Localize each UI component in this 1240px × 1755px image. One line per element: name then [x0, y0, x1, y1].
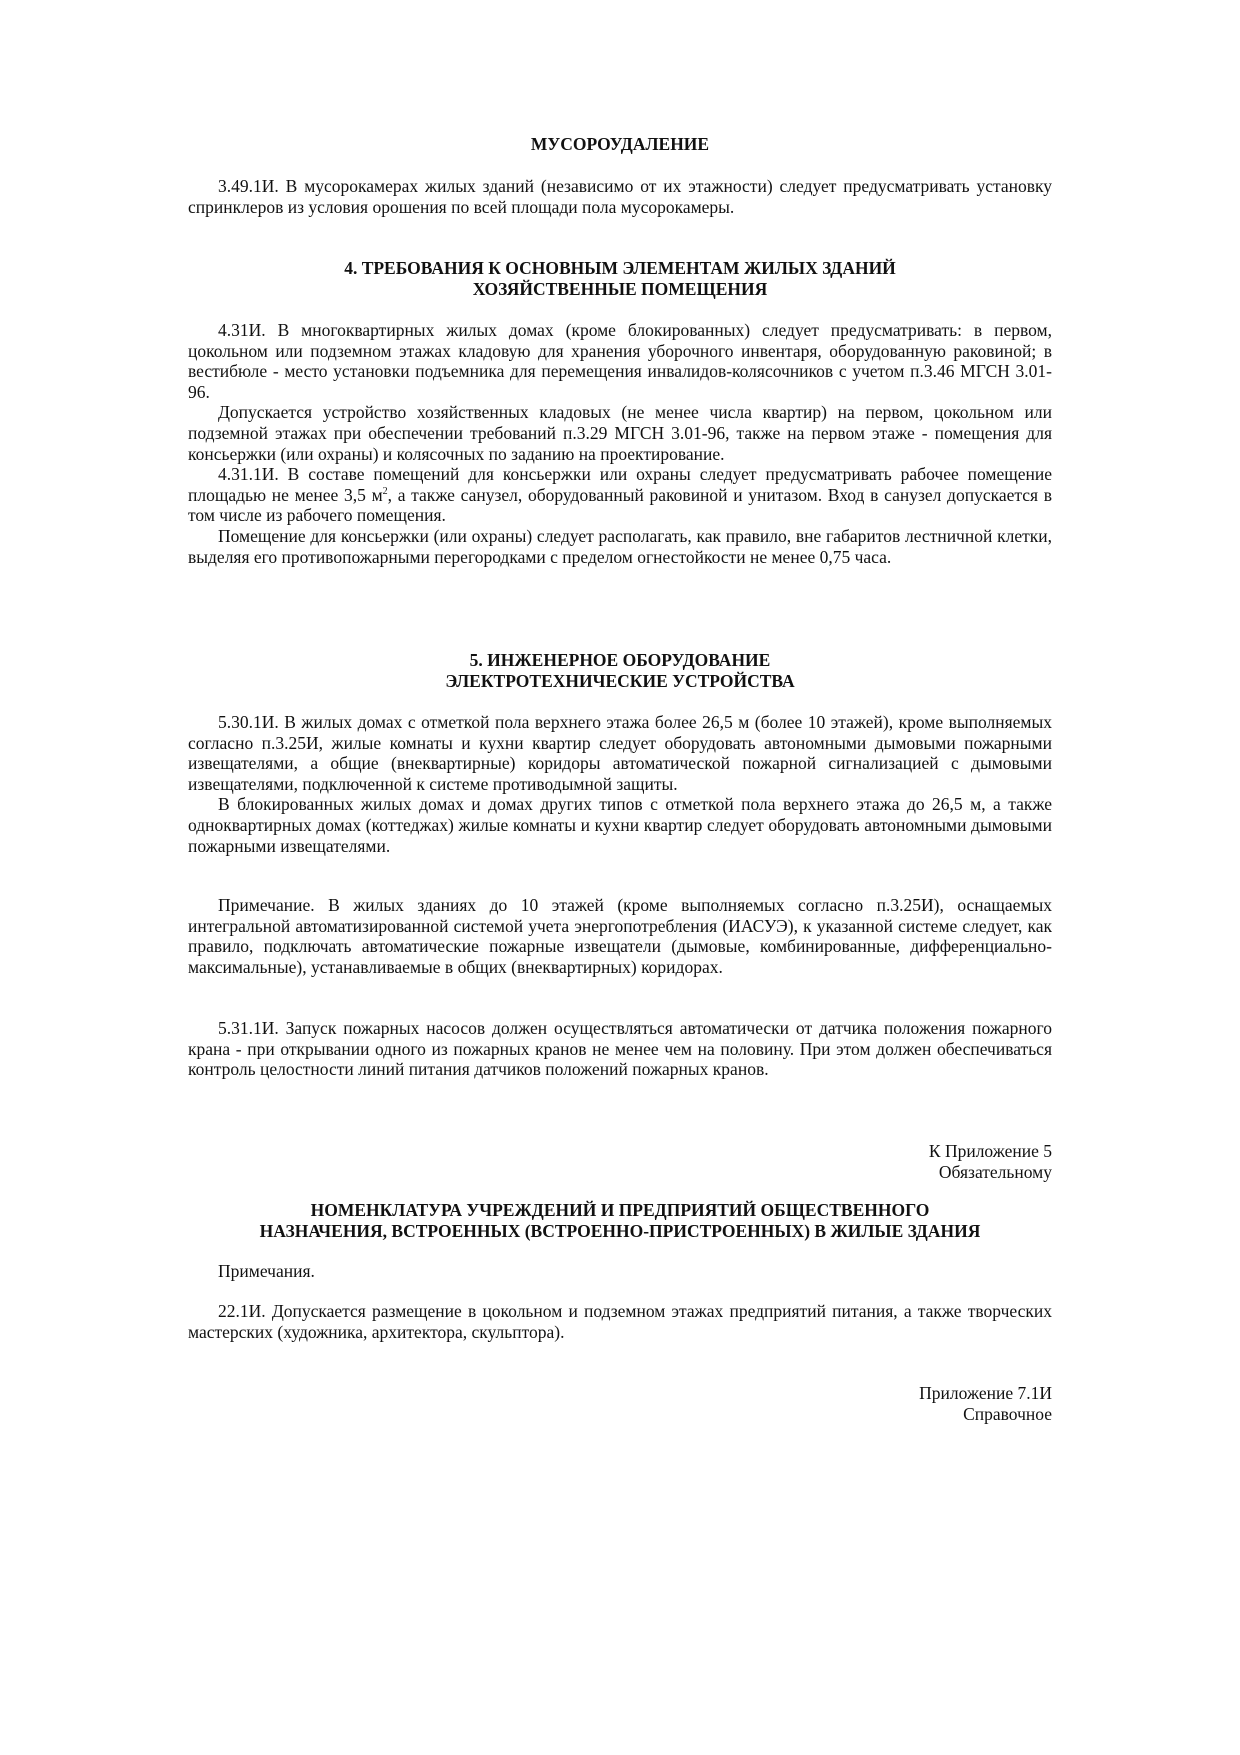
section-4-body: [188, 320, 1052, 567]
reference-line: Обязательному: [938, 1161, 1052, 1182]
text: , а также санузел, оборудованный раковиной и унитазом. Вход в санузел допускается в том числе из рабочего помещения.: [188, 484, 1052, 526]
paragraph-5-31-1: 5.31.1И. Запуск пожарных насосов должен осуществляться автоматически от датчика положения пожарного крана - при открывании одного из пожарных кранов не менее чем на половину. При этом должен обеспечиваться контроль целостности линий питания датчиков положений пожарных кранов.: [188, 1018, 1052, 1080]
notes-label: Примечания.: [218, 1261, 315, 1281]
paragraph-blocked-houses: В блокированных жилых домах и домах других типов с отметкой пола верхнего этажа до 26,5 м, а также одноквартирных домах (коттеджах) жилые комнаты и кухни квартир следует оборудовать автономными дымовыми пожарными извещателями.: [188, 794, 1052, 856]
section-title-waste: МУСОРОУДАЛЕНИЕ: [530, 134, 710, 154]
paragraph-storage: Допускается устройство хозяйственных кладовых (не менее числа квартир) на первом, цокольном или подземной этажах при обеспечении требований п.3.29 МГСН 3.01-96, также на первом этаже - помещения для консьержки (или охраны) и колясочных по заданию на проектирование.: [188, 402, 1052, 464]
text: 4.31.1И. В составе помещений для консьержки или охраны следует предусматривать рабочее помещение площадью не менее 3,5 м: [188, 464, 1052, 505]
paragraph-concierge: Помещение для консьержки (или охраны) следует располагать, как правило, вне габаритов лестничной клетки, выделяя его противопожарными перегородками с пределом огнестойкости не менее 0,75 часа.: [188, 525, 1052, 567]
paragraph-4-31: 4.31И. В многоквартирных жилых домах (кроме блокированных) следует предусматривать: в первом, цокольном или подземном этажах кладовую для хранения уборочного инвентаря, оборудованную раковиной; в вестибюле - место установки подъемника для перемещения инвалидов-колясочников с учетом п.3.46 МГСН 3.01-96.: [188, 320, 1052, 402]
section-5-body: [188, 712, 1052, 856]
reference-line: Справочное: [963, 1403, 1052, 1424]
paragraph-4-31-1: [188, 464, 1052, 526]
paragraph-3-49-1: 3.49.1И. В мусорокамерах жилых зданий (независимо от их этажности) следует предусматривать установку спринклеров из условия орошения по всей площади пола мусорокамеры.: [188, 176, 1052, 217]
appendix-7-1-reference: [188, 1383, 1052, 1424]
heading-line: ХОЗЯЙСТВЕННЫЕ ПОМЕЩЕНИЯ: [472, 278, 768, 299]
note-paragraph: Примечание. В жилых зданиях до 10 этажей (кроме выполняемых согласно п.3.25И), оснащаемых интегральной автоматизированной системой учета энергопотребления (ИАСУЭ), к указанной системе следует, как правило, подключать автоматические пожарные извещатели (дымовые, комбинированные, дифференциально-максимальные), устанавливаемые в общих (внеквартирных) коридорах.: [188, 895, 1052, 977]
section-heading-4: [188, 258, 1052, 299]
paragraph-22-1: 22.1И. Допускается размещение в цокольном и подземном этажах предприятий питания, а также творческих мастерских (художника, архитектора, скульптора).: [188, 1301, 1052, 1342]
heading-line: 4. ТРЕБОВАНИЯ К ОСНОВНЫМ ЭЛЕМЕНТАМ ЖИЛЫХ ЗДАНИЙ: [344, 258, 896, 278]
appendix-5-reference: [188, 1141, 1052, 1182]
heading-line: НОМЕНКЛАТУРА УЧРЕЖДЕНИЙ И ПРЕДПРИЯТИЙ ОБЩЕСТВЕННОГО: [310, 1200, 930, 1220]
heading-line: 5. ИНЖЕНЕРНОЕ ОБОРУДОВАНИЕ: [469, 650, 771, 670]
heading-line: ЭЛЕКТРОТЕХНИЧЕСКИЕ УСТРОЙСТВА: [445, 670, 795, 691]
paragraph-5-30-1: 5.30.1И. В жилых домах с отметкой пола верхнего этажа более 26,5 м (более 10 этажей), кроме выполняемых согласно п.3.25И, жилые комнаты и кухни квартир следует оборудовать автономными дымовыми пожарными извещателями, а общие (внеквартирные) коридоры автоматической пожарной сигнализацией с дымовыми извещателями, подключенной к системе противодымной защиты.: [188, 712, 1052, 794]
section-heading-5: [188, 650, 1052, 691]
reference-line: Приложение 7.1И: [919, 1383, 1052, 1403]
superscript: 2: [382, 485, 388, 497]
appendix-5-heading: [188, 1200, 1052, 1241]
reference-line: К Приложение 5: [928, 1141, 1052, 1161]
heading-line: НАЗНАЧЕНИЯ, ВСТРОЕННЫХ (ВСТРОЕННО-ПРИСТРОЕННЫХ) В ЖИЛЫЕ ЗДАНИЯ: [259, 1220, 981, 1241]
